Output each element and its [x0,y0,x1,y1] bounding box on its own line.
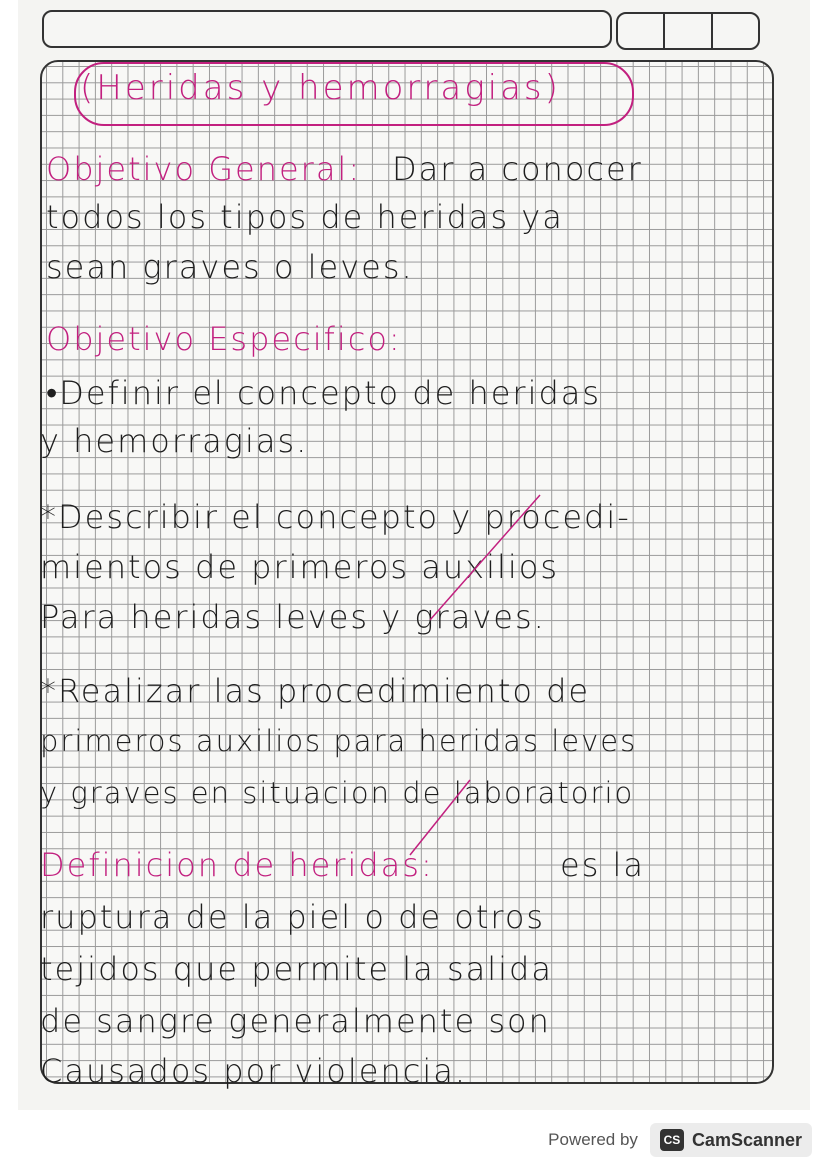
scanner-watermark [548,1120,812,1160]
item3-line-2: primeros auxilios para heridas leves [40,724,638,758]
item2-line-1: *Describir el concepto y procedi- [40,498,631,536]
item3-line-1: *Realizar las procedimiento de [40,672,591,710]
powered-by-text: Powered by [548,1130,638,1149]
camscanner-logo-icon: CS [660,1129,684,1151]
definicion-line-3: tejidos que permite la salida [40,950,553,988]
item1-line-1: •Definir el concepto de heridas [46,374,602,412]
general-label: Objetivo General: [46,150,362,188]
general-line-2: todos los tipos de heridas ya [46,198,564,236]
item1-line-2: y hemorragias. [40,422,309,460]
pen-stroke-upper [430,495,540,620]
definicion-line-4: de sangre generalmente son [40,1002,551,1040]
especifico-label: Objetivo Especifico: [46,320,402,358]
definicion-line-2: ruptura de la piel o de otros [40,898,546,936]
page-title: (Heridas y hemorragias) [80,68,561,108]
definicion-line-1: es la [560,846,646,884]
general-line-3: sean graves o leves. [46,248,414,286]
definicion-line-5: Causados por violencia. [40,1052,467,1090]
camscanner-badge [650,1123,812,1157]
item2-line-3: Para heridas leves y graves. [40,598,546,636]
camscanner-brand: CamScanner [691,1129,802,1150]
general-line-1: Dar a conocer [392,150,643,188]
pen-stroke-lower [410,780,470,855]
definicion-label: Definicion de heridas: [40,846,434,884]
item2-line-2: mientos de primeros auxilios [40,548,560,586]
item3-line-3: y graves en situacion de laboratorio [40,776,635,810]
